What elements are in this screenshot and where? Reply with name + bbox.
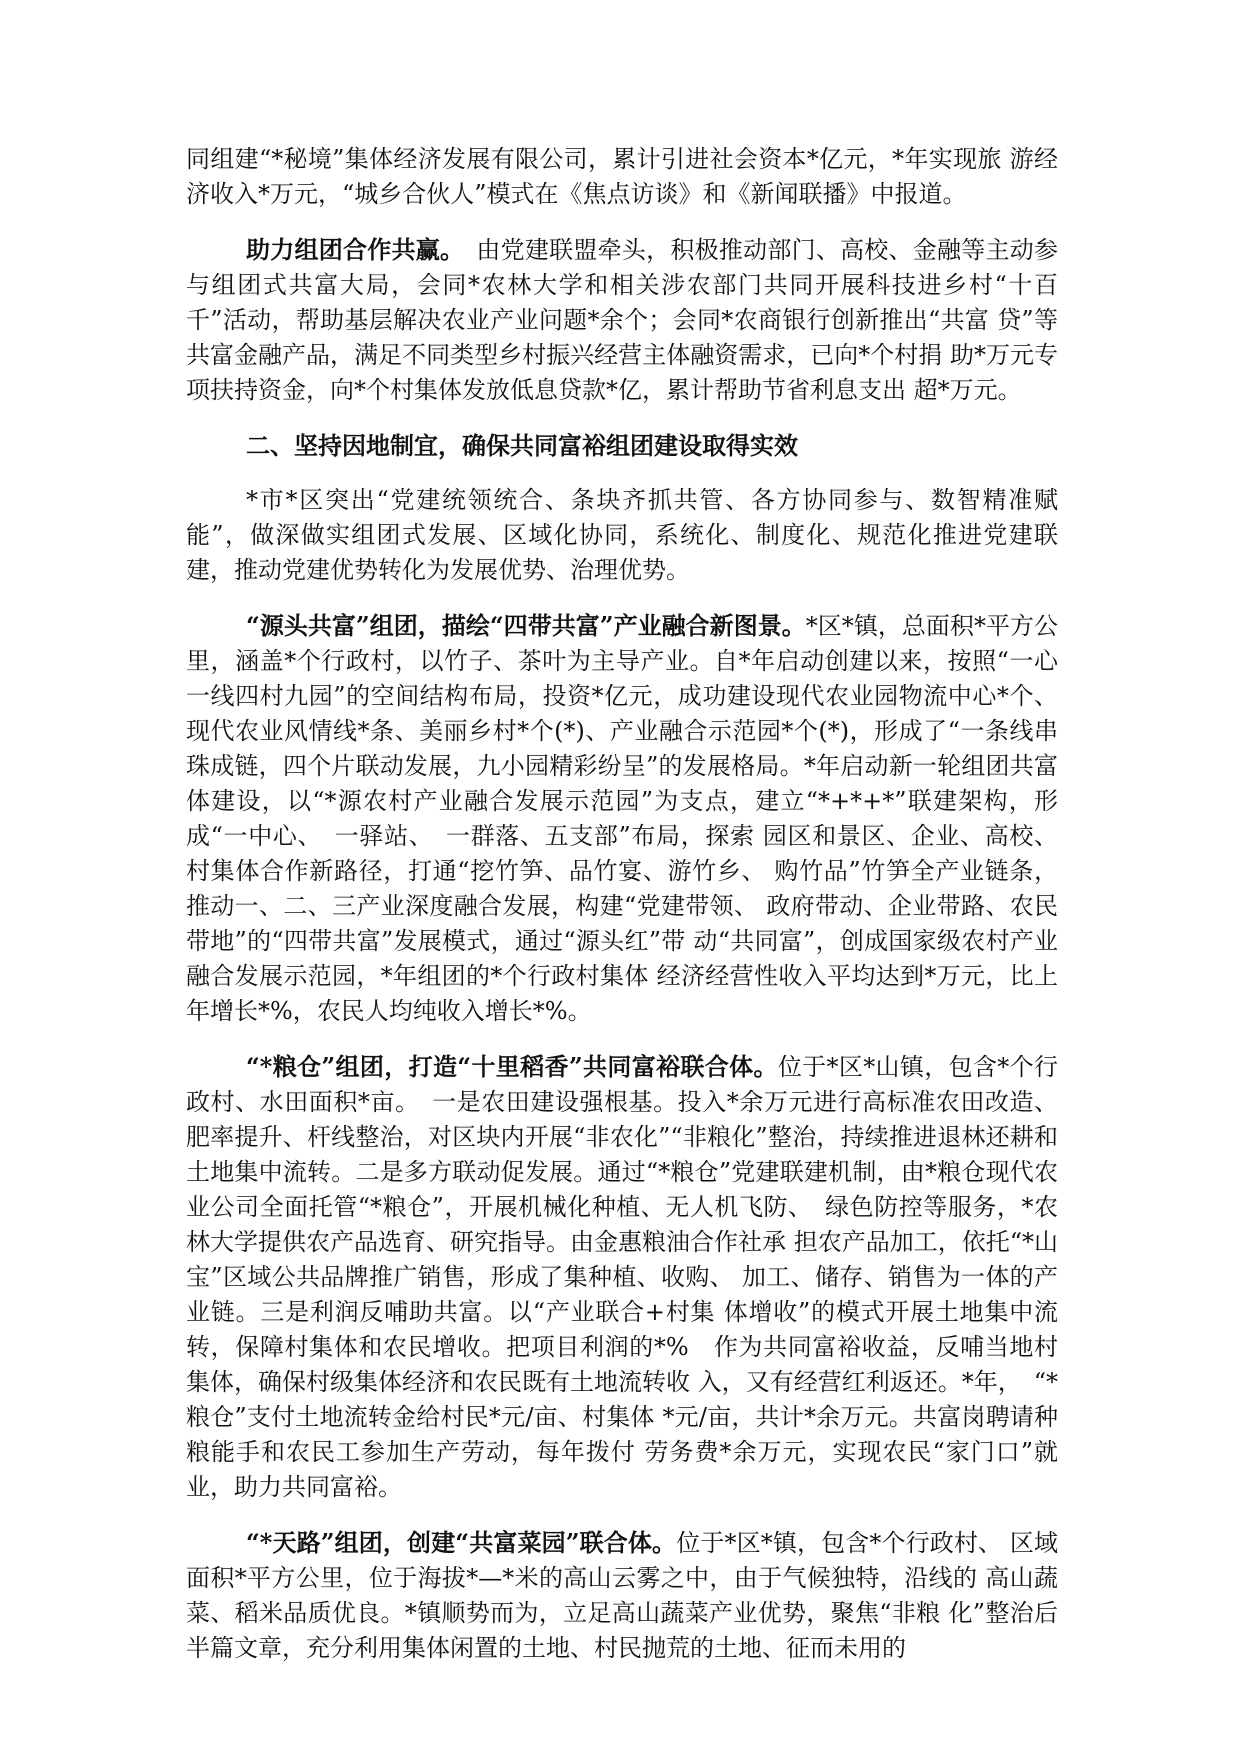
paragraph-3-text: *市*区突出“党建统领统合、条块齐抓共管、各方协同参与、数智精准赋 能”，做深做实组团式发展、区域化协同，系统化、制度化、规范化推进党建联 建，推动党建优势转化为发展优势、治理优势。 xyxy=(186,486,1058,584)
paragraph-6-lead: “*天路”组团，创建“共富菜园”联合体。 xyxy=(246,1528,677,1557)
paragraph-4-lead: “源头共富”组团，描绘“四带共富”产业融合新图景。 xyxy=(246,611,806,640)
paragraph-6-text: 位于*区*镇，包含*个行政村、 区域面积*平方公里，位于海拔*—*米的高山云雾之中，由于气候独特，沿线的 高山蔬菜、稻米品质优良。*镇顺势而为，立足高山蔬菜产业优势，聚焦“非粮 化”整治后半篇文章，充分利用集体闲置的土地、村民抛荒的土地、征而未用的 xyxy=(186,1529,1058,1662)
paragraph-1 xyxy=(186,142,1058,212)
paragraph-2-text: 由党建联盟牵头，积极推动部门、高校、金融等主动参与组团式共富大局，会同*农林大学和相关涉农部门共同开展科技进乡村“十百千”活动，帮助基层解决农业产业问题*余个；会同*农商银行创新推出“共富 贷”等共富金融产品，满足不同类型乡村振兴经营主体融资需求，已向*个村捐 助*万元专项扶持资金，向*个村集体发放低息贷款*亿，累计帮助节省利息支出 超*万元。 xyxy=(186,236,1059,404)
paragraph-2 xyxy=(186,232,1058,408)
paragraph-3 xyxy=(186,483,1058,588)
paragraph-2-lead: 助力组团合作共赢。 xyxy=(246,235,453,264)
paragraph-6 xyxy=(186,1525,1058,1666)
paragraph-5-text: 位于*区*山镇，包含*个行政村、水田面积*亩。 一是农田建设强根基。投入*余万元进行高标准农田改造、肥率提升、杆线整治，对区块内开展“非农化”“非粮化”整治，持续推进退林还耕和土地集中流转。二是多方联动促发展。通过“*粮仓”党建联建机制，由*粮仓现代农业公司全面托管“*粮仓”，开展机械化种植、无人机飞防、 绿色防控等服务，*农林大学提供农产品选育、研究指导。由金惠粮油合作社承 担农产品加工，依托“*山宝”区域公共品牌推广销售，形成了集种植、收购、 加工、储存、销售为一体的产业链。三是利润反哺助共富。以“产业联合+村集 体增收”的模式开展土地集中流转，保障村集体和农民增收。把项目利润的*% 作为共同富裕收益，反哺当地村集体，确保村级集体经济和农民既有土地流转收 入，又有经营红利返还。*年， “*粮仓”支付土地流转金给村民*元/亩、村集体 *元/亩，共计*余万元。共富岗聘请种粮能手和农民工参加生产劳动，每年拨付 劳务费*余万元，实现农民“家门口”就业，助力共同富裕。 xyxy=(186,1053,1059,1501)
paragraph-5 xyxy=(186,1049,1058,1505)
paragraph-1-text: 同组建“*秘境”集体经济发展有限公司，累计引进社会资本*亿元，*年实现旅 游经济收入*万元，“城乡合伙人”模式在《焦点访谈》和《新闻联播》中报道。 xyxy=(186,145,1058,208)
paragraph-4 xyxy=(186,608,1058,1029)
paragraph-4-text: *区*镇，总面积*平方公里，涵盖*个行政村，以竹子、茶叶为主导产业。自*年启动创建以来，按照“一心一线四村九园”的空间结构布局，投资*亿元，成功建设现代农业园物流中心*个、现代农业风情线*条、美丽乡村*个(*)、产业融合示范园*个(*)，形成了“一条线串珠成链，四个片联动发展，九小园精彩纷呈”的发展格局。*年启动新一轮组团共富体建设，以“*源农村产业融合发展示范园”为支点，建立“*+*+*”联建架构，形成“一中心、 一驿站、 一群落、五支部”布局，探索 园区和景区、企业、高校、村集体合作新路径，打通“挖竹笋、品竹宴、游竹乡、 购竹品”竹笋全产业链条，推动一、二、三产业深度融合发展，构建“党建带领、 政府带动、企业带路、农民带地”的“四带共富”发展模式，通过“源头红”带 动“共同富”，创成国家级农村产业融合发展示范园，*年组团的*个行政村集体 经济经营性收入平均达到*万元，比上年增长*%，农民人均纯收入增长*%。 xyxy=(186,612,1059,1025)
document-page xyxy=(186,142,1058,1686)
paragraph-5-lead: “*粮仓”组团，打造“十里稻香”共同富裕联合体。 xyxy=(246,1052,778,1081)
section-heading: 二、坚持因地制宜，确保共同富裕组团建设取得实效 xyxy=(246,431,798,460)
